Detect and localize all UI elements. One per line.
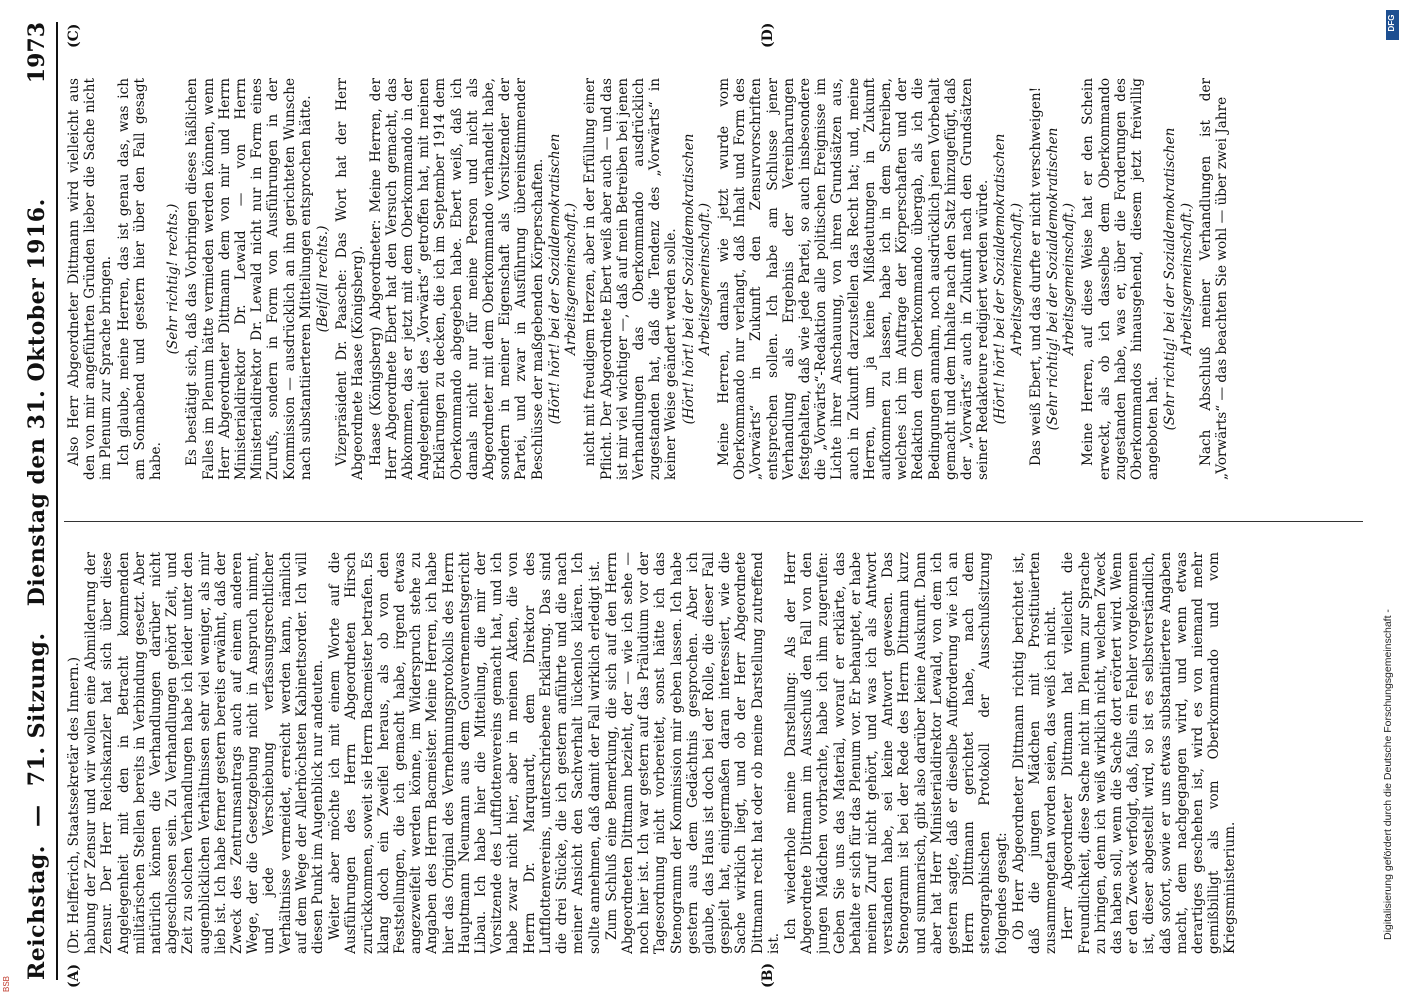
page-header — [22, 22, 58, 980]
right-paragraph: Meine Herren, damals wie jetzt wurde vom Oberkommando nur verlangt, daß Inhalt und Form des „Vorwärts“ in Zukunft den Zensurvorschriften entsprechen sollen. Ich habe am Schlusse jener Verhandlung als Ergebnis der Vereinbarungen festgehalten, daß wie jede Partei, so auch insbesondere die „Vorwärts“-Redaktion alle politischen Ereignisse im Lichte ihrer Anschauung, von ihren Grundsätzen aus, auch in Zukunft darzustellen das Recht hat; und, meine Herren, um ja keine Mißdeutungen in Zukunft aufkommen zu lassen, habe ich in dem Schreiben, welches ich im Auftrage der Körperschaften und der Redaktion dem Oberkommando übergab, als ich die Bedingungen annahm, noch ausdrücklich jenen Vorbehalt gemacht und dem Inhalte nach den Satz hinzugefügt, daß der „Vorwärts“ auch in Zukunft nach den Grundsätzen seiner Redakteure redigiert werden würde. — [715, 78, 992, 480]
right-paragraph: Es bestätigt sich, daß das Vorbringen dieses häßlichen Falles im Plenum hätte vermieden werden können, wenn Herr Abgeordneter Dittmann dem von mir und Herrn Ministerialdirektor Dr. Lewald — von Herrn Ministerialdirektor Dr. Lewald nicht nur in Form eines Zurufs, sondern in Form von Ausführungen in der Kommission — ausdrücklich an ihn gerichteten Wunsche nach substantiierteren Mitteilungen entsprochen hätte. — [184, 78, 314, 480]
right-paragraph: (Sehr richtig! bei der Sozialdemokratischen Arbeitsgemeinschaft.) — [1162, 127, 1195, 431]
left-paragraph: Herr Abgeordneter Dittmann hat vielleicht die Freundlichkeit, diese Sache nicht im Plenum zur Sprache zu bringen, denn ich weiß wirklich nicht, welchen Zweck das haben soll, wenn die Sache dort erörtert wird. Wenn er den Zweck verfolgt, daß, falls ein Fehler vorgekommen ist, dieser abgestellt wird, so ist es selbstverständlich, daß sofort, sowie er uns etwas substantiiertere Angaben macht, dem nachgegangen wird, und wenn etwas derartiges geschehen ist, wird es von niemand mehr gemißbilligt als vom Oberkommando und vom Kriegsministerium. — [1060, 552, 1239, 954]
right-paragraph: (Hört! hört! bei der Sozialdemokratischen Arbeitsgemeinschaft.) — [680, 133, 713, 425]
bsb-stamp: BSB — [2, 975, 11, 992]
right-paragraph: Vizepräsident Dr. Paasche: Das Wort hat der Herr Abgeordnete Haase (Königsberg). — [334, 78, 367, 480]
right-paragraph: (Sehr richtig! bei der Sozialdemokratischen Arbeitsgemeinschaft.) — [1044, 127, 1078, 431]
right-paragraph: (Hört! hört! bei der Sozialdemokratischen Arbeitsgemeinschaft.) — [992, 133, 1025, 425]
right-paragraph: Also Herr Abgeordneter Dittmann wird vielleicht aus den von mir angeführten Gründen lieber die Sache nicht im Plenum zur Sprache bringen. — [66, 78, 115, 480]
right-paragraph: (Sehr richtig! rechts.) — [165, 203, 182, 355]
right-text-column — [66, 78, 1367, 480]
header-reichstag: Reichstag. — [24, 845, 50, 980]
right-paragraph: Das weiß Ebert, und das durfte er nicht verschweigen! — [1027, 86, 1044, 466]
left-paragraph: (Dr. Helfferich, Staatssekretär des Innern.) — [66, 656, 82, 954]
column-divider — [64, 521, 1363, 522]
margin-marker-b: (B) — [760, 962, 776, 988]
digitization-credit: Digitalisierung gefördert durch die Deutsche Forschungsgemeinschaft - — [1382, 609, 1394, 940]
header-title-line — [24, 198, 50, 980]
right-paragraph: Nach Abschluß meiner Verhandlungen ist der „Vorwärts“ — das beachten Sie wohl — über zwei Jahre — [1197, 78, 1231, 480]
right-paragraph: (Beifall rechts.) — [315, 225, 332, 333]
left-paragraph: Ob Herr Abgeordneter Dittmann richtig berichtet ist, daß die jungen Mädchen mit Prostituierten zusammengetan worden seien, das weiß ich nicht. — [1010, 552, 1060, 954]
left-paragraph: Weiter aber möchte ich mit einem Worte auf die Ausführungen des Herrn Abgeordneten Hirsch zurückkommen, soweit sie Herrn Bacmeister betrafen. Es klang doch ein Zweifel heraus, als ob von den Feststellungen, die ich gemacht habe, irgend etwas angezweifelt werden könne, im Widerspruch stehe zu Angaben des Herrn Bacmeister. Meine Herren, ich habe hier das Original des Vernehmungsprotokolls des Herrn Hauptmann Neumann aus dem Gouvernementsgericht Libau. Ich habe hier die Mitteilung, die mir der Vorsitzende des Luftflottenvereins gemacht hat, und ich habe zwar nicht hier, aber in meinen Akten, die von Herrn Dr. Marquardt, dem Direktor des Luftflottenvereins, unterschriebene Erklärung. Das sind die drei Stücke, die ich gestern anführte und die nach meiner Ansicht den Sachverhalt lückenlos klären. Ich sollte annehmen, daß damit der Fall wirklich erledigt ist. — [327, 552, 603, 954]
left-paragraph: habung der Zensur und wir wollen eine Abmilderung der Zensur. Der Herr Reichskanzler hat sich über diese Angelegenheit mit den in Betracht kommenden militärischen Stellen bereits in Verbindung gesetzt. Aber natürlich können die Verhandlungen darüber nicht abgeschlossen sein. Zu Verhandlungen gehört Zeit, und Zeit zu solchen Verhandlungen habe ich leider unter den augenblicklichen Verhältnissen sehr viel weniger, als mir lieb ist. Ich habe ferner gestern bereits erwähnt, daß der Zweck des Zentrumsantrags auch auf einem anderen Wege, der die Gesetzgebung nicht in Anspruch nimmt, und jede Verschiebung verfassungsrechtlicher Verhältnisse vermeidet, erreicht werden kann, nämlich auf dem Wege der Allerhöchsten Kabinettsorder. Ich will diesen Punkt im Augenblick nur andeuten. — [83, 552, 327, 954]
right-paragraph: Haase (Königsberg) Abgeordneter: Meine Herren, der Herr Abgeordnete Ebert hat den Versuch gemacht, das Abkommen, das er jetzt mit dem Oberkommando in der Angelegenheit des „Vorwärts“ getroffen hat, mit meinen Erklärungen zu decken, die ich im September 1914 dem Oberkommando abgegeben habe. Ebert weiß, daß ich damals nicht nur für meine Person und nicht als Abgeordneter mit dem Oberkommando verhandelt habe, sondern in meiner Eigenschaft als Vorsitzender der Partei, und zwar in Ausführung übereinstimmender Beschlüsse der maßgebenden Körperschaften. — [367, 78, 546, 480]
right-paragraph: (Hört! hört! bei der Sozialdemokratischen Arbeitsgemeinschaft.) — [546, 133, 580, 425]
right-paragraph: Meine Herren, auf diese Weise hat er den Schein erweckt, als ob ich dasselbe dem Oberkommando zugestanden habe, was er, über die Forderungen des Oberkommandos hinausgehend, diesem jetzt freiwillig angeboten hat. — [1080, 78, 1162, 480]
page-number: 1973 — [24, 22, 50, 84]
left-paragraph: Zum Schluß eine Bemerkung, die sich auf den Herrn Abgeordneten Dittmann bezieht, der — wie ich sehe — noch hier ist. Ich war gestern auf das Präludium vor der Tagesordnung nicht vorbereitet, sonst hätte ich das Stenogramm der Kommission mir geben lassen. Ich habe gestern aus dem Gedächtnis gesprochen. Aber ich glaube, das Haus ist doch bei der Rolle, die dieser Fall gespielt hat, einigermaßen daran interessiert, wie die Sache wirklich liegt, und ob der Herr Abgeordnete Dittmann recht hat oder ob meine Darstellung zutreffend ist. — [603, 552, 782, 954]
margin-marker-c: (C) — [66, 23, 82, 48]
margin-marker-d: (D) — [760, 22, 776, 48]
left-text-column — [66, 552, 1367, 954]
header-separator: — — [24, 804, 50, 827]
margin-marker-a: (A) — [66, 963, 82, 988]
header-date: Dienstag den 31. Oktober 1916. — [24, 198, 50, 607]
dfg-logo: DFG — [1386, 10, 1399, 40]
left-paragraph: Ich wiederhole meine Darstellung: Als der Herr Abgeordnete Dittmann im Ausschuß den Fall von den jungen Mädchen vorbrachte, habe ich ihm zugerufen: Geben Sie uns das Material, worauf er erklärte, das behalte er sich für das Plenum vor. Er behauptet, er habe meinen Zuruf nicht gehört, und was ich als Antwort verstanden habe, sei keine Antwort gewesen. Das Stenogramm ist bei der Rede des Herrn Dittmann kurz und summarisch, gibt also darüber keine Auskunft. Dann aber hat Herr Ministerialdirektor Lewald, von dem ich gestern sagte, daß er dieselbe Aufforderung wie ich an Herrn Dittmann gerichtet habe, nach dem stenographischen Protokoll der Ausschußsitzung folgendes gesagt: — [782, 552, 1010, 954]
right-paragraph: Ich glaube, meine Herren, das ist genau das, was ich am Sonnabend und gestern hier über den Fall gesagt habe. — [115, 78, 165, 480]
right-paragraph: nicht mit freudigem Herzen, aber in der Erfüllung einer Pflicht. Der Abgeordnete Ebert weiß aber auch — und das ist mir viel wichtiger —, daß auf mein Betreiben bei jenen Verhandlungen das Oberkommando ausdrücklich zugestanden hat, daß die Tendenz des „Vorwärts“ in keiner Weise geändert werden solle. — [582, 78, 680, 480]
header-session: 71. Sitzung. — [24, 632, 50, 787]
